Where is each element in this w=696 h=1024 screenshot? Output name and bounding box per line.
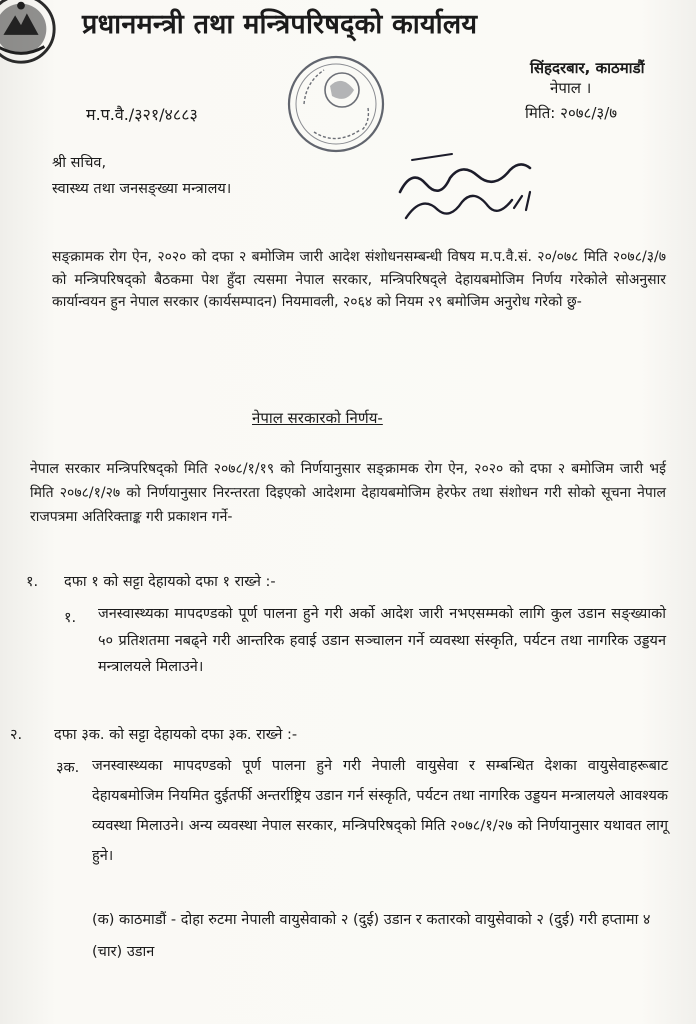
date-label: मिति: bbox=[525, 104, 556, 122]
office-address bbox=[530, 58, 644, 98]
item-2-title: दफा ३क. को सट्टा देहायको दफा ३क. राख्ने :- bbox=[54, 727, 298, 743]
item-1-sub-number: १. bbox=[64, 610, 77, 626]
date-value: २०७८/३/७ bbox=[560, 104, 618, 122]
item-2-sub-number: ३क. bbox=[56, 760, 80, 776]
recipient-line-2: स्वास्थ्य तथा जनसङ्ख्या मन्त्रालय। bbox=[52, 181, 232, 197]
decision-paragraph: नेपाल सरकार मन्त्रिपरिषद्को मिति २०७८/१/१९ को निर्णयानुसार सङ्क्रामक रोग ऐन, २०२० को दफा २ बमोजिम जारी भई मिति २०७८/१/२७ को निर्णयानुसार निरन्तरता दिइएको आदेशमा देहायबमोजिम हेरफेर तथा संशोधन गरी सोको सूचना नेपाल राजपत्रमा अतिरिक्ताङ्क गरी प्रकाशन गर्ने- bbox=[30, 461, 666, 525]
item-2-sub-text: जनस्वास्थ्यका मापदण्डको पूर्ण पालना हुने गरी नेपाली वायुसेवा र सम्बन्धित देशका वायुसेवाहरूबाट देहायबमोजिम नियमित दुईतर्फी अन्तर्राष्ट्रिय उडान गर्न संस्कृति, पर्यटन तथा नागरिक उड्डयन मन्त्रालयले आवश्यक व्यवस्था मिलाउने। अन्य व्यवस्था नेपाल सरकार, मन्त्रिपरिषद्को मिति २०७८/१/२७ को निर्णयानुसार यथावत लागू हुने। bbox=[92, 758, 668, 864]
item-2-number: २. bbox=[10, 727, 23, 743]
item-2-clause-ka: (क) काठमाडौं - दोहा रुटमा नेपाली वायुसेवाको २ (दुई) उडान र कतारको वायुसेवाको २ (दुई) गरी हप्तामा ४ (चार) उडान bbox=[92, 912, 651, 960]
nepal-emblem-icon bbox=[0, 0, 60, 68]
letter-date bbox=[525, 103, 617, 123]
address-line-2: नेपाल । bbox=[550, 79, 592, 97]
item-1-title: दफा १ को सट्टा देहायको दफा १ राख्ने :- bbox=[64, 574, 276, 590]
item-1-sub-text: जनस्वास्थ्यका मापदण्डको पूर्ण पालना हुने गरी अर्को आदेश जारी नभएसम्मको लागि कुल उडान सङ्ख्याको ५० प्रतिशतमा नबढ्ने गरी आन्तरिक हवाई उडान सञ्चालन गर्ने व्यवस्था संस्कृति, पर्यटन तथा नागरिक उड्डयन मन्त्रालयले मिलाउने। bbox=[98, 606, 666, 675]
address-line-1: सिंहदरबार, काठमाडौं bbox=[530, 59, 645, 77]
intro-paragraph: सङ्क्रामक रोग ऐन, २०२० को दफा २ बमोजिम जारी आदेश संशोधनसम्बन्धी विषय म.प.वै.सं. २०/०७८ मिति २०७८/३/७ को मन्त्रिपरिषद्को बैठकमा पेश हुँदा त्यसमा नेपाल सरकार, मन्त्रिपरिषद्ले देहायबमोजिम निर्णय गरेकोले सोअनुसार कार्यान्वयन हुन नेपाल सरकार (कार्यसम्पादन) नियमावली, २०६४ को नियम २९ बमोजिम अनुरोध गरेको छु- bbox=[52, 249, 666, 310]
decision-heading: नेपाल सरकारको निर्णय- bbox=[252, 409, 383, 427]
reference-number: म.प.वै./३२१/४८८३ bbox=[86, 105, 198, 124]
office-round-seal-icon bbox=[284, 52, 388, 156]
handwritten-signature-icon bbox=[392, 148, 542, 230]
recipient-line-1: श्री सचिव, bbox=[52, 155, 107, 171]
office-title: प्रधानमन्त्री तथा मन्त्रिपरिषद्को कार्यालय bbox=[82, 9, 478, 40]
item-1-number: १. bbox=[26, 574, 39, 590]
recipient-block bbox=[52, 150, 231, 202]
